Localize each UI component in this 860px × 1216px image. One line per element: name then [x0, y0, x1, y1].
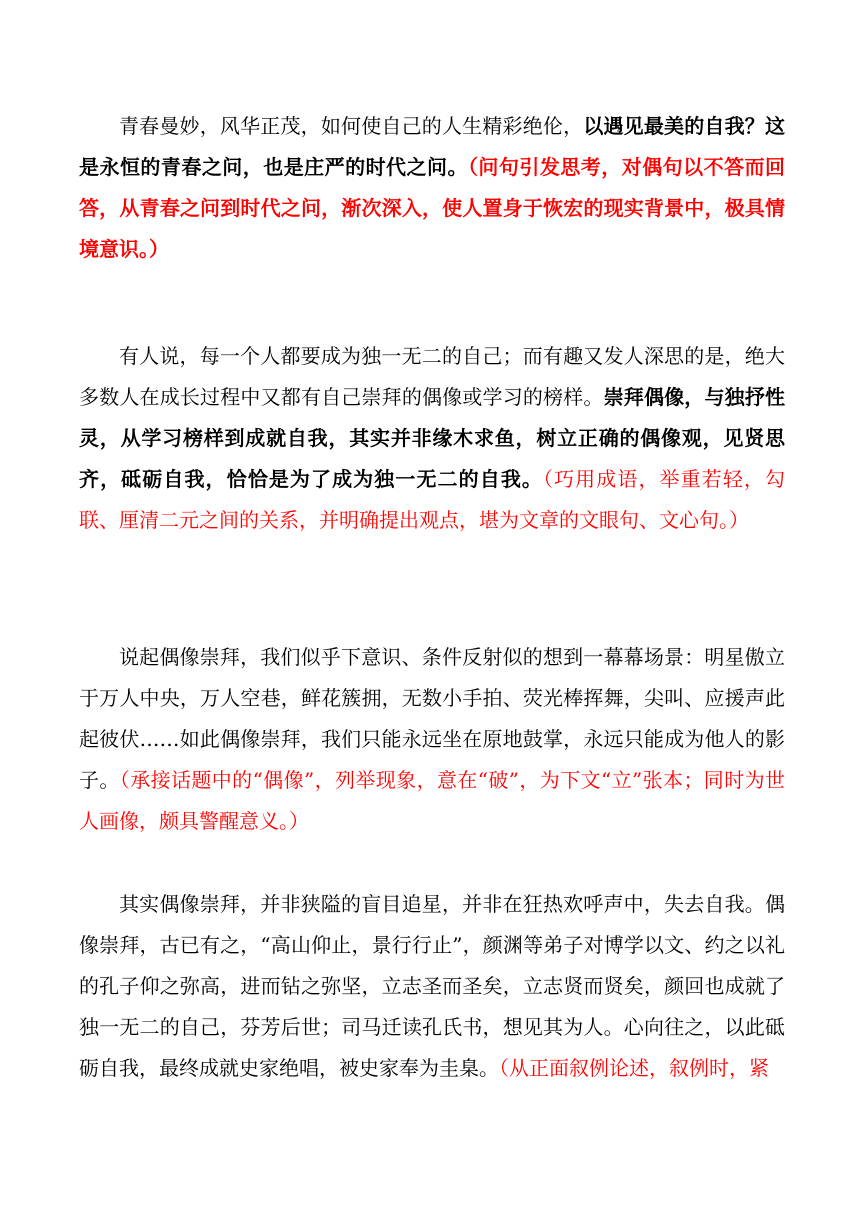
paragraph-1-bold-text: 以遇见最美的自我？这是永恒的青春之问，也是庄严的时代之问。 — [79, 114, 785, 179]
paragraph-4-comment: （从正面叙例论述，叙例时，紧 — [499, 1056, 769, 1080]
paragraph-2 — [79, 336, 785, 541]
paragraph-4-text: 其实偶像崇拜，并非狭隘的盲目追星，并非在狂热欢呼声中，失去自我。偶像崇拜，古已有之，“高山仰止，景行行止”，颜渊等弟子对博学以文、约之以礼的孔子仰之弥高，进而钻之弥坚，立志圣而圣矣，立志贤而贤矣，颜回也成就了独一无二的自己，芬芳后世；司马迁读孔氏书，想见其为人。心向往之，以此砥砺自我，最终成就史家绝唱，被史家奉为圭臬。 — [79, 892, 785, 1080]
paragraph-4 — [79, 884, 785, 1089]
paragraph-3 — [79, 637, 785, 842]
paragraph-1-text: 青春曼妙，风华正茂，如何使自己的人生精彩绝伦， — [119, 114, 584, 138]
paragraph-3-text: 说起偶像崇拜，我们似乎下意识、条件反射似的想到一幕幕场景：明星傲立于万人中央，万人空巷，鲜花簇拥，无数小手拍、荧光棒挥舞，尖叫、应援声此起彼伏……如此偶像崇拜，我们只能永远坐在原地鼓掌，永远只能成为他人的影子。 — [79, 645, 785, 792]
paragraph-3-comment: （承接话题中的“偶像”，列举现象，意在“破”，为下文“立”张本；同时为世人画像，颇具警醒意义。） — [79, 768, 785, 833]
paragraph-1 — [79, 106, 785, 270]
paragraph-2-bold-text: 崇拜偶像，与独抒性灵，从学习榜样到成就自我，其实并非缘木求鱼，树立正确的偶像观，见贤思齐，砥砺自我，恰恰是为了成为独一无二的自我。 — [79, 385, 786, 491]
paragraph-2-text: 有人说，每一个人都要成为独一无二的自己；而有趣又发人深思的是，绝大多数人在成长过程中又都有自己崇拜的偶像或学习的榜样。 — [79, 344, 785, 409]
paragraph-2-comment: （巧用成语，举重若轻，勾联、厘清二元之间的关系，并明确提出观点，堪为文章的文眼句、文心句。） — [79, 467, 786, 532]
paragraph-1-comment: （问句引发思考，对偶句以不答而回答，从青春之问到时代之问，渐次深入，使人置身于恢宏的现实背景中，极具情境意识。） — [79, 155, 786, 261]
